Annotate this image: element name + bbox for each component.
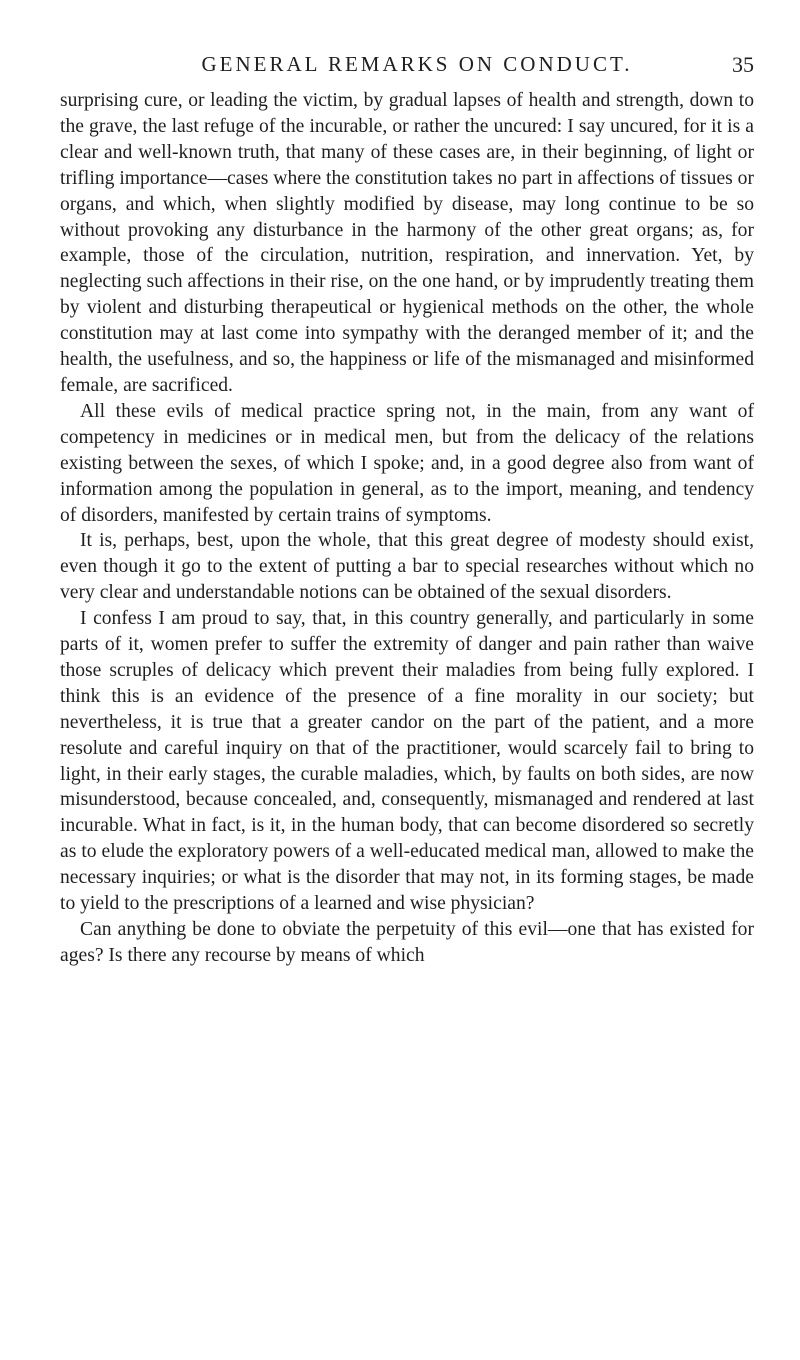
paragraph: Can anything be done to obviate the perpetuity of this evil—one that has existed for ages? Is there any recourse by means of which <box>60 919 754 966</box>
page-number: 35 <box>732 52 754 77</box>
paragraph: All these evils of medical practice spring not, in the main, from any want of competency in medicines or in medical men, but from the delicacy of the relations existing between the sexes, of which I spoke; and, in a good degree also from want of information among the population in general, as to the import, meaning, and tendency of disorders, manifested by certain trains of symptoms. <box>60 400 754 526</box>
running-head <box>60 52 754 88</box>
body-text <box>60 88 754 969</box>
paragraph: It is, perhaps, best, upon the whole, that this great degree of modesty should exist, even though it go to the extent of putting a bar to special researches without which no very clear and understandable notions can be obtained of the sexual disorders. <box>60 530 754 604</box>
running-head-title: GENERAL REMARKS ON CONDUCT. <box>201 52 633 76</box>
paragraph: I confess I am proud to say, that, in this country generally, and particularly in some parts of it, women prefer to suffer the extremity of danger and pain rather than waive those scruples of delicacy which prevent their maladies from being fully explored. I think this is an evidence of the presence of a fine morality in our society; but nevertheless, it is true that a greater candor on the part of the patient, and a more resolute and careful inquiry on that of the practitioner, would scarcely fail to bring to light, in their early stages, the curable maladies, which, by faults on both sides, are now misunderstood, because concealed, and, consequently, mismanaged and rendered at last incurable. What in fact, is it, in the human body, that can become disordered so secretly as to elude the exploratory powers of a well-educated medical man, allowed to make the necessary inquiries; or what is the disorder that may not, in its forming stages, be made to yield to the prescriptions of a learned and wise physician? <box>60 608 754 915</box>
paragraph: surprising cure, or leading the victim, by gradual lapses of health and strength, down to the grave, the last refuge of the incurable, or rather the uncured: I say uncured, for it is a clear and well-known truth, that many of these cases are, in their beginning, of light or trifling importance—cases where the constitution takes no part in affections of tissues or organs, and which, when slightly modified by disease, may long continue to be so without provoking any disturbance in the harmony of the other great organs; as, for example, those of the circulation, nutrition, respiration, and innervation. Yet, by neglecting such affections in their rise, on the one hand, or by imprudently treating them by violent and disturbing therapeutical or hygienical methods on the other, the whole constitution may at last come into sympathy with the deranged member of it; and the health, the usefulness, and so, the happiness or life of the mismanaged and misinformed female, are sacrificed. <box>60 90 754 396</box>
